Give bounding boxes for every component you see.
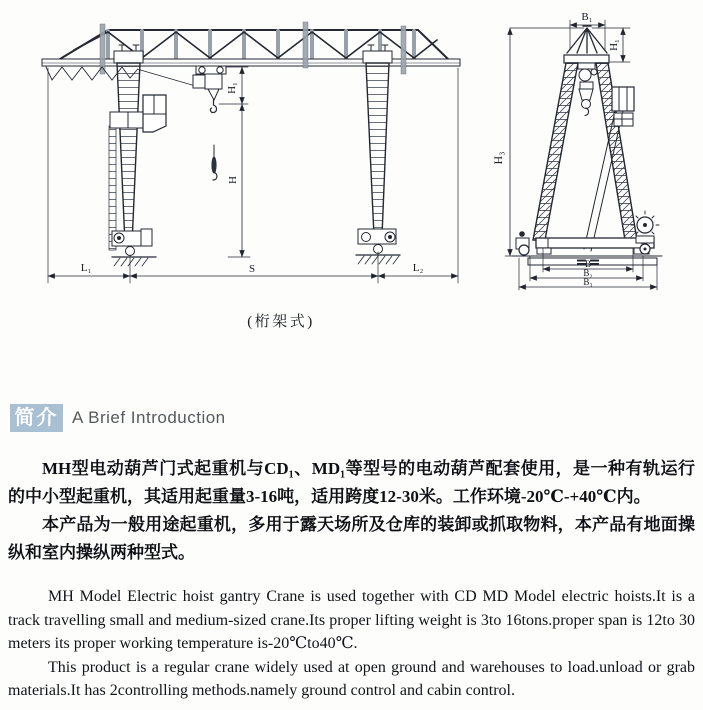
dim-label-l1: L₁: [80, 262, 92, 274]
dim-label-h1-side: H₁: [608, 39, 620, 51]
intro-badge: 简介: [10, 404, 63, 432]
intro-title: A Brief Introduction: [72, 408, 226, 427]
chinese-description: [8, 455, 695, 567]
dim-label-h1-front: H₁: [226, 82, 238, 94]
front-left-leg: [109, 45, 166, 266]
dim-label-b: B: [584, 259, 592, 269]
lifting-hook: [211, 145, 216, 180]
front-right-leg: [356, 45, 400, 264]
en-paragraph-2: This product is a regular crane widely used at open ground and warehouses to load.unload or grab materials.It has 2controlling methods.namely ground control and cabin control.: [8, 658, 695, 699]
dim-label-h3: H₃: [491, 151, 505, 165]
intro-header: [10, 404, 226, 432]
drawing-caption: (桁架式): [247, 314, 315, 330]
english-description: [8, 585, 695, 703]
dim-label-h-front: H: [227, 176, 239, 184]
zh-paragraph-2: 本产品为一般用途起重机，多用于露天场所及仓库的装卸或抓取物料，本产品有地面操纵和室内操纵两种型式。: [8, 515, 695, 562]
dim-label-s: S: [248, 263, 256, 275]
dim-label-b1: B₁: [581, 11, 593, 23]
crane-technical-drawing: [0, 0, 703, 345]
side-view-frame: [533, 26, 637, 251]
dim-h-front: [227, 104, 250, 257]
en-paragraph-1: MH Model Electric hoist gantry Crane is used together with CD MD Model electric hoists.It is a track travelling small and medium-sized crane.Its proper lifting weight is 3to 16tons.proper span is 12to 30 meters its proper working temperature is-20℃to40℃.: [8, 588, 695, 652]
dim-label-b2: B₂: [583, 268, 593, 278]
side-hoist: [578, 63, 597, 116]
front-hoist-trolley: [193, 66, 226, 113]
dim-label-l2: L₂: [412, 262, 424, 274]
zh-paragraph-1: MH型电动葫芦门式起重机与CD₁、MD₁等型号的电动葫芦配套使用，是一种有轨运行的中小型起重机，其适用起重量3-16吨，适用跨度12-30米。工作环境-20℃-+40℃内。: [8, 459, 695, 506]
electrical-cabinet: [612, 87, 634, 126]
dim-label-b3: B₃: [583, 277, 593, 287]
power-cable: [137, 69, 199, 87]
